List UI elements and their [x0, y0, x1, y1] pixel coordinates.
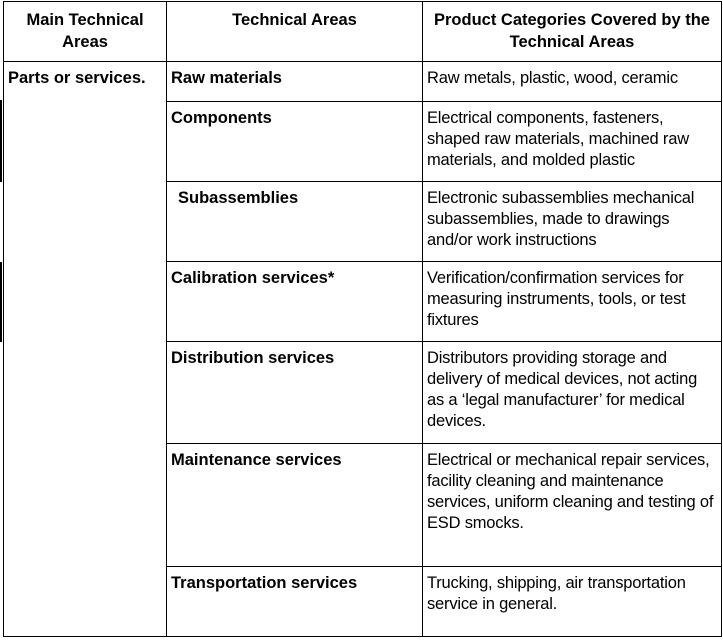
technical-area-cell: Distribution services — [167, 342, 423, 444]
scope-table — [3, 1, 722, 637]
header-row — [4, 2, 722, 62]
product-category-cell: Trucking, shipping, air transportation service in general. — [423, 567, 722, 637]
product-category-cell: Raw metals, plastic, wood, ceramic — [423, 62, 722, 102]
main-area-cell: Parts or services. — [4, 62, 167, 637]
product-category-cell: Electrical or mechanical repair services, facility cleaning and maintenance services, uniform cleaning and testing of ESD smocks. — [423, 444, 722, 567]
header-product-categories: Product Categories Covered by the Technical Areas — [423, 2, 722, 62]
technical-area-cell: Maintenance services — [167, 444, 423, 567]
header-technical-areas: Technical Areas — [167, 2, 423, 62]
technical-area-cell: Subassemblies — [167, 182, 423, 262]
technical-area-cell: Calibration services* — [167, 262, 423, 342]
technical-area-cell: Raw materials — [167, 62, 423, 102]
product-category-cell: Verification/confirmation services for measuring instruments, tools, or test fixtures — [423, 262, 722, 342]
edge-mark — [0, 262, 2, 342]
technical-area-cell: Components — [167, 102, 423, 182]
header-main-technical-areas: Main Technical Areas — [4, 2, 167, 62]
edge-mark — [0, 100, 2, 182]
product-category-cell: Distributors providing storage and delivery of medical devices, not acting as a ‘legal manufacturer’ for medical devices. — [423, 342, 722, 444]
product-category-cell: Electronic subassemblies mechanical subassemblies, made to drawings and/or work instructions — [423, 182, 722, 262]
table-row — [4, 62, 722, 102]
technical-area-cell: Transportation services — [167, 567, 423, 637]
product-category-cell: Electrical components, fasteners, shaped raw materials, machined raw materials, and molded plastic — [423, 102, 722, 182]
